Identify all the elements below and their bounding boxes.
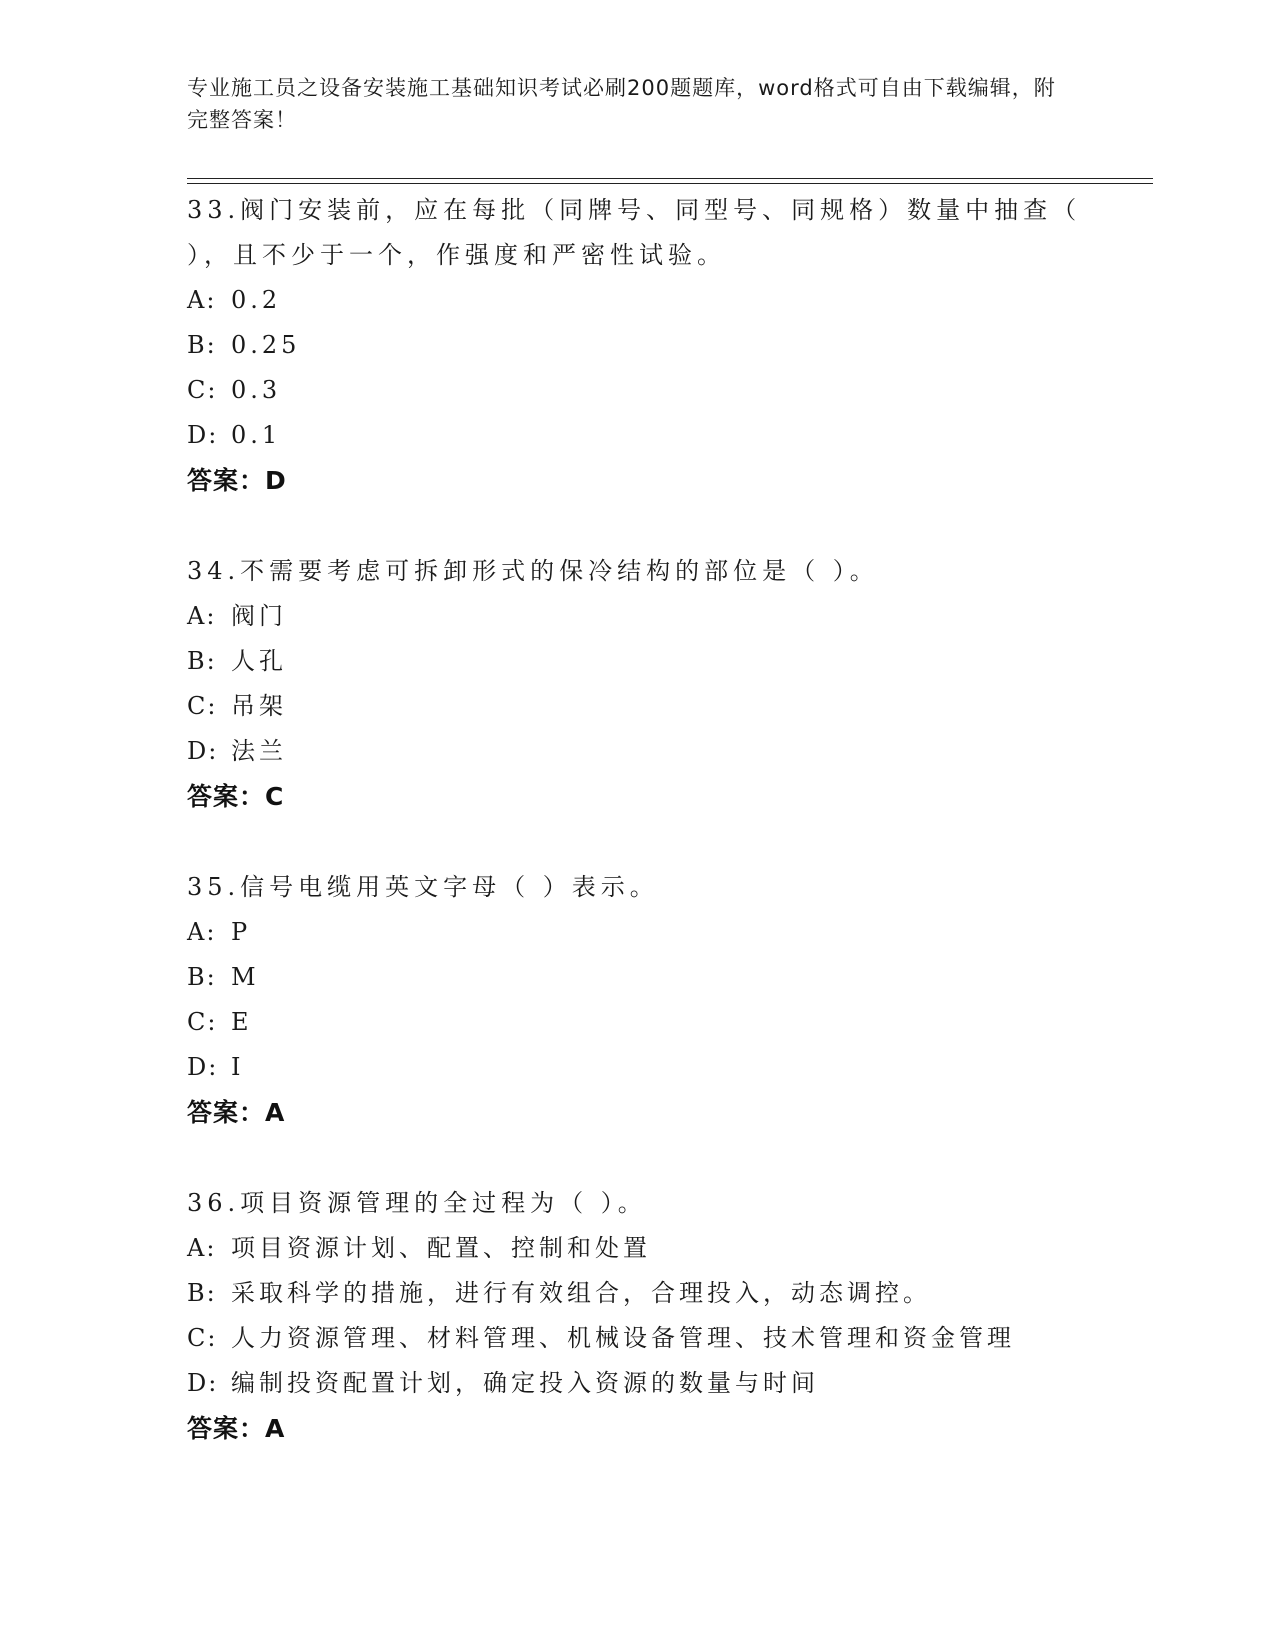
question-list [187, 188, 1087, 1497]
header-divider-top [187, 178, 1153, 179]
option-b [187, 323, 1087, 368]
option-letter: A: [187, 918, 217, 946]
option-letter: A: [187, 1234, 217, 1262]
option-letter: A: [187, 286, 217, 314]
option-b [187, 955, 1087, 1000]
option-b [187, 639, 1087, 684]
option-text: 项目资源计划、配置、控制和处置 [231, 1234, 651, 1262]
option-letter: C: [187, 1008, 218, 1036]
option-letter: D: [187, 1369, 219, 1397]
option-text: M [231, 963, 260, 991]
option-d [187, 729, 1087, 774]
option-letter: B: [187, 647, 217, 675]
question-33 [187, 188, 1087, 503]
option-letter: C: [187, 376, 218, 404]
option-d [187, 413, 1087, 458]
question-text: 36.项目资源管理的全过程为（ ）。 [187, 1189, 647, 1217]
document-header [187, 72, 1067, 136]
question-34 [187, 549, 1087, 819]
option-a [187, 594, 1087, 639]
option-text: P [231, 918, 252, 946]
option-a [187, 278, 1087, 323]
option-text: 人孔 [231, 647, 287, 675]
question-text: 34.不需要考虑可拆卸形式的保冷结构的部位是（ ）。 [187, 557, 879, 585]
question-36 [187, 1181, 1087, 1451]
option-letter: D: [187, 421, 219, 449]
option-text: 人力资源管理、材料管理、机械设备管理、技术管理和资金管理 [231, 1324, 1015, 1352]
option-c [187, 1000, 1087, 1045]
option-letter: D: [187, 1053, 219, 1081]
option-c [187, 1316, 1087, 1361]
option-letter: B: [187, 963, 217, 991]
question-text: 33.阀门安装前，应在每批（同牌号、同型号、同规格）数量中抽查（ ），且不少于一个，作强度和严密性试验。 [187, 196, 1082, 269]
option-letter: C: [187, 1324, 218, 1352]
option-letter: B: [187, 1279, 217, 1307]
document-title: 专业施工员之设备安装施工基础知识考试必刷200题题库，word格式可自由下载编辑，附完整答案！ [187, 76, 1056, 132]
option-text: 0.25 [231, 331, 301, 359]
option-a [187, 1226, 1087, 1271]
option-c [187, 684, 1087, 729]
option-b [187, 1271, 1087, 1316]
option-letter: D: [187, 737, 219, 765]
option-text: I [231, 1053, 245, 1081]
option-text: 吊架 [231, 692, 287, 720]
option-text: 采取科学的措施，进行有效组合，合理投入，动态调控。 [231, 1279, 931, 1307]
option-text: 0.2 [231, 286, 282, 314]
answer-line: 答案：A [187, 1414, 286, 1443]
option-c [187, 368, 1087, 413]
option-text: 阀门 [231, 602, 287, 630]
option-d [187, 1361, 1087, 1406]
option-a [187, 910, 1087, 955]
option-letter: A: [187, 602, 217, 630]
option-text: 法兰 [231, 737, 287, 765]
option-text: 编制投资配置计划，确定投入资源的数量与时间 [231, 1369, 819, 1397]
question-text: 35.信号电缆用英文字母（ ）表示。 [187, 873, 659, 901]
answer-line: 答案：D [187, 466, 287, 495]
header-divider-bottom [187, 183, 1153, 184]
option-letter: B: [187, 331, 217, 359]
answer-line: 答案：A [187, 1098, 286, 1127]
option-d [187, 1045, 1087, 1090]
option-text: E [231, 1008, 253, 1036]
answer-line: 答案：C [187, 782, 285, 811]
option-letter: C: [187, 692, 218, 720]
option-text: 0.1 [231, 421, 282, 449]
option-text: 0.3 [231, 376, 282, 404]
question-35 [187, 865, 1087, 1135]
